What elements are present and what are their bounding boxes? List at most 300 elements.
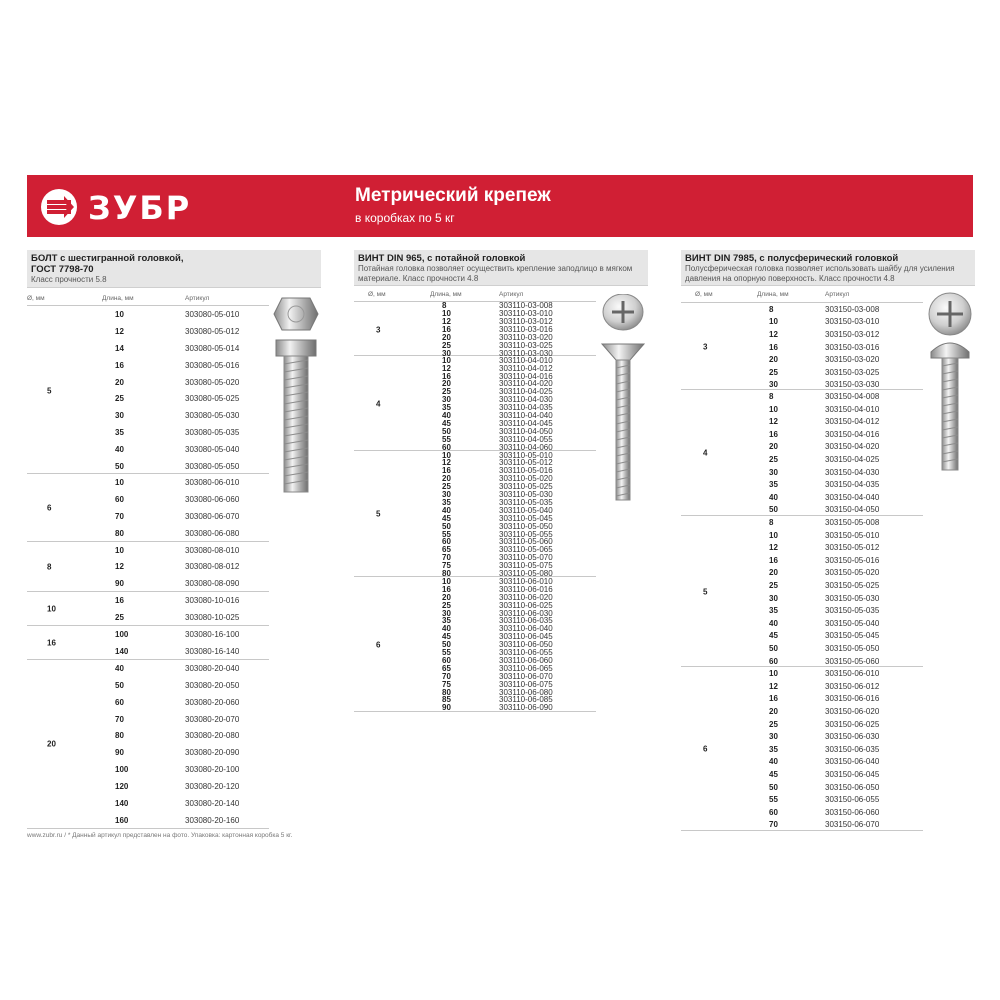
article-value: 303110-06-090 (499, 703, 553, 713)
length-value: 40 (442, 505, 451, 515)
diameter-group (354, 451, 596, 577)
length-value: 8 (769, 304, 774, 314)
length-value: 30 (769, 467, 778, 477)
col-header-diameter: Ø, мм (27, 295, 45, 302)
diameter-value: 8 (47, 562, 52, 572)
article-value: 303080-06-010 (185, 477, 240, 487)
length-value: 40 (115, 663, 124, 673)
length-value: 10 (769, 317, 778, 327)
length-value: 25 (442, 600, 451, 610)
table-row (354, 530, 596, 538)
article-value: 303150-05-025 (825, 580, 880, 590)
length-value: 20 (769, 442, 778, 452)
din965-table (354, 291, 596, 827)
pan-head-screw-photo (927, 292, 973, 472)
article-value: 303080-16-100 (185, 630, 240, 640)
length-value: 35 (442, 616, 451, 626)
length-value: 16 (769, 342, 778, 352)
length-value: 30 (115, 411, 124, 421)
table-row (681, 768, 923, 781)
diameter-value: 16 (47, 638, 56, 648)
table-row (681, 353, 923, 366)
article-value: 303080-05-030 (185, 411, 240, 421)
length-value: 30 (442, 348, 451, 358)
length-value: 16 (442, 325, 451, 335)
diameter-group (354, 301, 596, 356)
table-row (681, 441, 923, 454)
table-row (681, 491, 923, 504)
din7985-table (681, 291, 923, 830)
din965-column (354, 250, 648, 830)
article-value: 303110-04-035 (499, 403, 553, 413)
table-row (27, 458, 269, 475)
diameter-group (681, 667, 923, 831)
table-row (27, 795, 269, 812)
article-value: 303110-03-008 (499, 301, 553, 311)
length-value: 45 (442, 418, 451, 428)
table-row (27, 391, 269, 408)
table-row (354, 704, 596, 712)
table-row (27, 340, 269, 357)
length-value: 12 (769, 417, 778, 427)
length-value: 20 (442, 379, 451, 389)
table-row (354, 443, 596, 451)
length-value: 100 (115, 765, 129, 775)
length-value: 55 (442, 648, 451, 658)
article-value: 303080-20-120 (185, 782, 240, 792)
table-row (354, 657, 596, 665)
diameter-value: 5 (703, 587, 708, 597)
length-value: 30 (442, 608, 451, 618)
length-value: 50 (442, 640, 451, 650)
table-row (681, 756, 923, 769)
table-row (354, 585, 596, 593)
diameter-group (27, 474, 269, 542)
article-value: 303150-04-035 (825, 480, 880, 490)
article-value: 303110-04-012 (499, 363, 553, 373)
length-value: 50 (442, 521, 451, 531)
table-row (27, 306, 269, 323)
table-row (27, 626, 269, 643)
length-value: 70 (115, 511, 124, 521)
table-row (681, 667, 923, 680)
article-value: 303150-06-030 (825, 732, 880, 742)
table-row (354, 451, 596, 459)
table-row (354, 475, 596, 483)
article-value: 303110-04-020 (499, 379, 553, 389)
length-value: 8 (442, 301, 447, 311)
bolt-column (27, 250, 321, 830)
table-row (354, 326, 596, 334)
din965-title: ВИНТ DIN 965, с потайной головкой (358, 253, 526, 264)
article-value: 303150-05-045 (825, 631, 880, 641)
table-row (354, 459, 596, 467)
article-value: 303150-04-012 (825, 417, 880, 427)
length-value: 30 (769, 593, 778, 603)
length-value: 20 (115, 377, 124, 387)
article-value: 303110-04-016 (499, 371, 553, 381)
length-value: 100 (115, 630, 129, 640)
diameter-value: 5 (47, 386, 52, 395)
length-value: 16 (442, 371, 451, 381)
article-value: 303150-03-025 (825, 367, 880, 377)
table-row (354, 498, 596, 506)
length-value: 45 (769, 769, 778, 779)
table-row (354, 388, 596, 396)
article-value: 303110-04-030 (499, 395, 553, 405)
diameter-value: 4 (703, 448, 708, 458)
article-value: 303110-06-075 (499, 679, 553, 689)
length-value: 40 (442, 411, 451, 421)
length-value: 20 (442, 592, 451, 602)
article-value: 303150-06-070 (825, 820, 880, 830)
table-row (27, 761, 269, 778)
table-row (354, 396, 596, 404)
article-value: 303110-03-025 (499, 340, 553, 350)
length-value: 25 (769, 367, 778, 377)
article-value: 303150-05-050 (825, 643, 880, 653)
article-value: 303080-20-060 (185, 697, 240, 707)
din7985-header (681, 250, 975, 286)
table-row (354, 664, 596, 672)
length-value: 65 (442, 663, 451, 673)
length-value: 90 (115, 748, 124, 758)
table-row (27, 711, 269, 728)
article-value: 303080-05-014 (185, 343, 240, 353)
length-value: 12 (442, 458, 451, 468)
table-row (354, 334, 596, 342)
article-value: 303080-06-080 (185, 528, 240, 538)
length-value: 50 (769, 643, 778, 653)
article-value: 303150-06-025 (825, 719, 880, 729)
length-value: 35 (769, 480, 778, 490)
length-value: 55 (442, 529, 451, 539)
length-value: 25 (442, 387, 451, 397)
article-value: 303150-04-040 (825, 492, 880, 502)
length-value: 140 (115, 646, 129, 656)
table-row (681, 541, 923, 554)
article-value: 303150-04-016 (825, 429, 880, 439)
length-value: 60 (442, 442, 451, 452)
diameter-value: 3 (703, 342, 708, 352)
table-row (354, 562, 596, 570)
length-value: 25 (442, 482, 451, 492)
article-value: 303110-05-065 (499, 545, 553, 555)
bolt-header (27, 250, 321, 288)
table-row (681, 453, 923, 466)
length-value: 20 (442, 333, 451, 343)
diameter-value: 10 (47, 604, 56, 614)
length-value: 10 (442, 576, 451, 586)
table-row (354, 412, 596, 420)
article-value: 303110-03-010 (499, 309, 553, 319)
length-value: 50 (115, 462, 124, 472)
table-row (681, 478, 923, 491)
length-value: 50 (442, 426, 451, 436)
article-value: 303110-06-080 (499, 687, 553, 697)
length-value: 50 (769, 505, 778, 515)
hex-bolt-photo (272, 294, 320, 499)
article-value: 303110-04-050 (499, 426, 553, 436)
length-value: 40 (769, 757, 778, 767)
table-row (681, 604, 923, 617)
article-value: 303110-05-080 (499, 569, 553, 579)
article-value: 303150-06-012 (825, 681, 880, 691)
length-value: 55 (769, 795, 778, 805)
length-value: 25 (769, 454, 778, 464)
table-row (354, 617, 596, 625)
article-value: 303080-05-016 (185, 360, 240, 370)
table-row (354, 672, 596, 680)
length-value: 60 (115, 494, 124, 504)
table-row (681, 415, 923, 428)
table-row (27, 677, 269, 694)
countersunk-screw-photo (598, 294, 648, 504)
article-value: 303080-20-090 (185, 748, 240, 758)
length-value: 12 (442, 317, 451, 327)
length-value: 12 (442, 363, 451, 373)
article-value: 303150-06-045 (825, 769, 880, 779)
din7985-column (681, 250, 975, 830)
table-row (27, 660, 269, 677)
table-row (354, 372, 596, 380)
article-value: 303110-05-040 (499, 505, 553, 515)
table-row (354, 310, 596, 318)
article-value: 303110-05-025 (499, 482, 553, 492)
article-value: 303110-06-050 (499, 640, 553, 650)
diameter-group (354, 356, 596, 451)
length-value: 60 (442, 537, 451, 547)
table-row (354, 427, 596, 435)
article-value: 303080-08-010 (185, 545, 240, 555)
article-value: 303080-10-016 (185, 596, 240, 606)
length-value: 30 (442, 490, 451, 500)
table-row (354, 538, 596, 546)
col-header-article: Артикул (185, 295, 210, 302)
article-value: 303150-04-020 (825, 442, 880, 452)
table-row (354, 380, 596, 388)
article-value: 303110-06-035 (499, 616, 553, 626)
article-value: 303150-05-020 (825, 568, 880, 578)
din7985-title: ВИНТ DIN 7985, с полусферический головкой (685, 253, 899, 264)
diameter-group (27, 542, 269, 593)
table-row (681, 680, 923, 693)
length-value: 25 (115, 613, 124, 623)
article-value: 303080-05-010 (185, 309, 240, 319)
article-value: 303080-20-070 (185, 714, 240, 724)
table-row (681, 630, 923, 643)
article-value: 303150-06-040 (825, 757, 880, 767)
table-row (27, 744, 269, 761)
table-row (27, 357, 269, 374)
length-value: 50 (769, 782, 778, 792)
table-row (681, 793, 923, 806)
din7985-desc-line2: давления на опорную поверхность. Класс прочности 4.8 (685, 274, 895, 283)
article-value: 303110-04-025 (499, 387, 553, 397)
diameter-value: 3 (376, 325, 381, 335)
article-value: 303080-05-012 (185, 326, 240, 336)
footnote: www.zubr.ru / * Данный артикул представлен на фото. Упаковка: картонная коробка 5 кг. (27, 832, 293, 839)
article-value: 303150-06-055 (825, 795, 880, 805)
table-row (27, 508, 269, 525)
zubr-logo (40, 188, 255, 226)
diameter-group (681, 516, 923, 667)
col-header-article: Артикул (825, 291, 850, 298)
article-value: 303110-03-012 (499, 317, 553, 327)
col-header-diameter: Ø, мм (368, 291, 386, 298)
article-value: 303110-06-070 (499, 671, 553, 681)
table-row (681, 705, 923, 718)
table-row (27, 441, 269, 458)
length-value: 120 (115, 782, 129, 792)
length-value: 10 (769, 669, 778, 679)
table-row (354, 696, 596, 704)
table-row (354, 483, 596, 491)
article-value: 303150-04-030 (825, 467, 880, 477)
col-header-length: Длина, мм (757, 291, 789, 298)
diameter-value: 6 (703, 744, 708, 754)
table-row (681, 403, 923, 416)
table-row (354, 419, 596, 427)
length-value: 160 (115, 815, 129, 825)
article-value: 303110-06-055 (499, 648, 553, 658)
table-row (354, 356, 596, 364)
table-row (354, 404, 596, 412)
article-value: 303080-20-140 (185, 799, 240, 809)
table-row (681, 592, 923, 605)
length-value: 45 (769, 631, 778, 641)
article-value: 303110-06-030 (499, 608, 553, 618)
diameter-group (681, 390, 923, 516)
article-value: 303110-04-045 (499, 418, 553, 428)
article-value: 303080-05-020 (185, 377, 240, 387)
table-row (681, 516, 923, 529)
table-row (27, 694, 269, 711)
table-row (354, 609, 596, 617)
length-value: 75 (442, 561, 451, 571)
length-value: 80 (115, 731, 124, 741)
table-row (354, 554, 596, 562)
article-value: 303110-03-020 (499, 333, 553, 343)
diameter-group (27, 305, 269, 474)
table-row (354, 522, 596, 530)
table-row (681, 466, 923, 479)
table-row (681, 781, 923, 794)
table-row (681, 529, 923, 542)
length-value: 40 (115, 445, 124, 455)
table-row (27, 609, 269, 626)
col-header-length: Длина, мм (102, 295, 134, 302)
article-value: 303110-05-035 (499, 497, 553, 507)
table-row (27, 812, 269, 829)
article-value: 303150-06-016 (825, 694, 880, 704)
length-value: 85 (442, 695, 451, 705)
bolt-title-line1: БОЛТ с шестигранной головкой, (31, 253, 184, 264)
table-row (27, 592, 269, 609)
article-value: 303110-03-030 (499, 348, 553, 358)
article-value: 303110-04-010 (499, 355, 553, 365)
article-value: 303080-20-100 (185, 765, 240, 775)
length-value: 30 (442, 395, 451, 405)
article-value: 303110-04-055 (499, 434, 553, 444)
length-value: 12 (769, 329, 778, 339)
table-row (681, 390, 923, 403)
page-subtitle: в коробках по 5 кг (355, 211, 455, 225)
article-value: 303080-20-050 (185, 680, 240, 690)
length-value: 20 (769, 706, 778, 716)
length-value: 90 (442, 703, 451, 713)
table-row (681, 743, 923, 756)
table-row (681, 328, 923, 341)
article-value: 303080-05-035 (185, 428, 240, 438)
length-value: 12 (115, 326, 124, 336)
table-row (681, 642, 923, 655)
diameter-group (354, 578, 596, 712)
length-value: 12 (769, 543, 778, 553)
table-row (354, 302, 596, 310)
bolt-title-line2: ГОСТ 7798-70 (31, 264, 94, 275)
article-value: 303080-06-070 (185, 511, 240, 521)
article-value: 303150-03-016 (825, 342, 880, 352)
article-value: 303110-06-085 (499, 695, 553, 705)
table-row (354, 506, 596, 514)
table-row (681, 366, 923, 379)
article-value: 303150-03-020 (825, 355, 880, 365)
table-row (681, 316, 923, 329)
length-value: 75 (442, 679, 451, 689)
table-row (354, 318, 596, 326)
article-value: 303150-04-050 (825, 505, 880, 515)
article-value: 303080-06-060 (185, 494, 240, 504)
diameter-value: 20 (47, 739, 56, 749)
table-row (27, 778, 269, 795)
article-value: 303110-06-065 (499, 663, 553, 673)
table-row (27, 407, 269, 424)
length-value: 60 (769, 656, 778, 666)
length-value: 10 (442, 450, 451, 460)
diameter-value: 4 (376, 399, 381, 409)
table-row (354, 578, 596, 586)
table-row (681, 819, 923, 832)
diameter-value: 5 (376, 509, 381, 519)
article-value: 303110-06-016 (499, 584, 553, 594)
length-value: 70 (115, 714, 124, 724)
length-value: 16 (769, 555, 778, 565)
length-value: 10 (115, 309, 124, 319)
din965-header (354, 250, 648, 286)
table-row (681, 428, 923, 441)
article-value: 303150-04-025 (825, 454, 880, 464)
article-value: 303150-05-012 (825, 543, 880, 553)
length-value: 45 (442, 632, 451, 642)
article-value: 303150-05-060 (825, 656, 880, 666)
article-value: 303110-05-045 (499, 513, 553, 523)
article-value: 303110-06-045 (499, 632, 553, 642)
table-row (354, 593, 596, 601)
length-value: 35 (769, 606, 778, 616)
article-value: 303110-05-030 (499, 490, 553, 500)
table-row (27, 323, 269, 340)
article-value: 303110-05-016 (499, 466, 553, 476)
table-row (681, 655, 923, 668)
length-value: 60 (115, 697, 124, 707)
header-banner (27, 175, 973, 237)
length-value: 10 (769, 404, 778, 414)
article-value: 303110-03-016 (499, 325, 553, 335)
article-value: 303110-06-060 (499, 655, 553, 665)
article-value: 303150-03-010 (825, 317, 880, 327)
table-row (354, 514, 596, 522)
